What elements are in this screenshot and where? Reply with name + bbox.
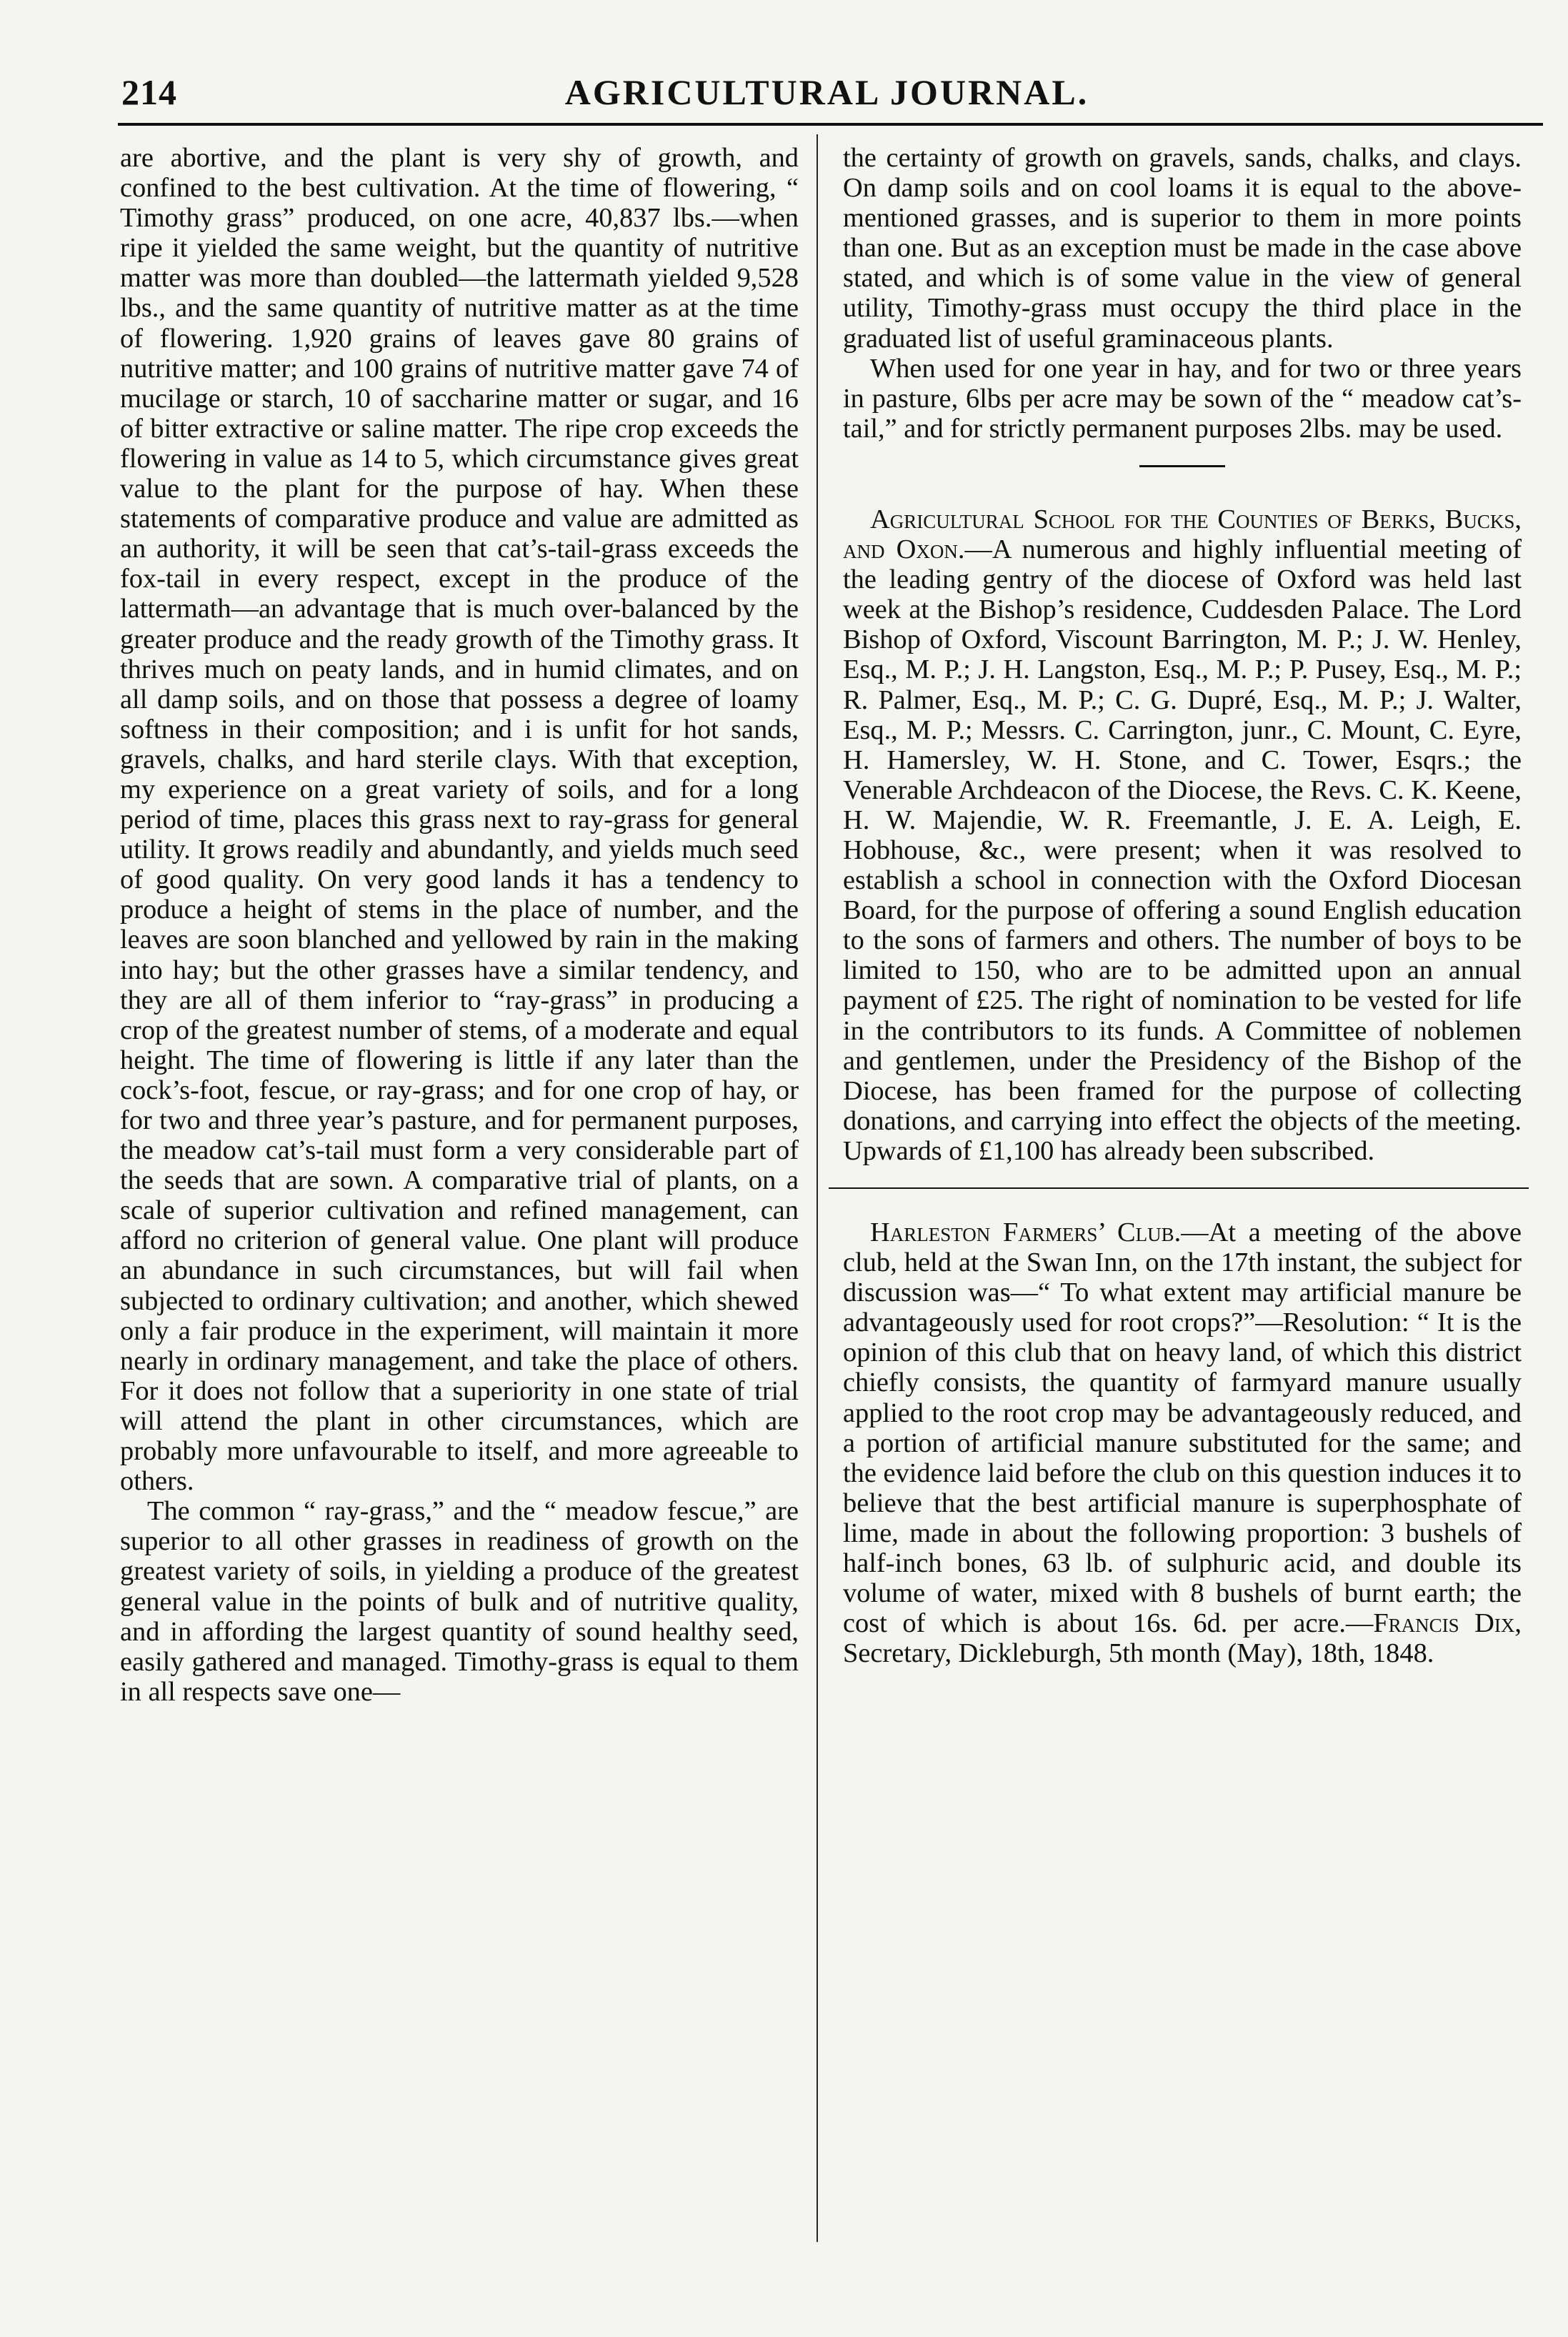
article-body-school: —A numerous and highly influential meeting of the leading gentry of the diocese of Oxford was held last week at the Bishop’s residence, Cuddesden Palace. The Lord Bishop of Oxford, Viscount Barrington, M. P.; J. W. Henley, Esq., M. P.; J. H. Langston, Esq., M. P.; P. Pusey, Esq., M. P.; R. Palmer, Esq., M. P.; C. G. Dupré, Esq., M. P.; J. Walter, Esq., M. P.; Messrs. C. Carrington, junr., C. Mount, C. Eyre, H. Hamersley, W. H. Stone, and C. Tower, Esqrs.; the Venerable Archdeacon of the Diocese, the Revs. C. K. Keene, H. W. Majendie, W. R. Freemantle, J. E. A. Leigh, E. Hobhouse, &c., were present; when it was resolved to establish a school in connection with the Oxford Diocesan Board, for the purpose of offering a sound English education to the sons of farmers and others. The number of boys to be limited to 150, who are to be admitted upon an annual payment of £25. The right of nomination to be vested for life in the contributors to its funds. A Committee of noblemen and gentlemen, under the Presidency of the Bishop of the Diocese, has been framed for the purpose of collecting donations, and carrying into effect the objects of the meeting. Upwards of £1,100 has already been subscribed. (843, 534, 1522, 1166)
article-body-club: —At a meeting of the above club, held at the Swan Inn, on the 17th instant, the subject for discussion was—“ To what extent may artificial manure be advantageously used for root crops?”—Resolution: “ It is the opinion of this club that on heavy land, of which this district chiefly consists, the quantity of farmyard manure usually applied to the root crop may be advantageously reduced, and a portion of artificial manure substituted for the same; and the evidence laid before the club on this question induces it to believe that the best artificial manure is superphosphate of lime, made in about the following proportion: 3 bushels of half-inch bones, 63 lb. of sulphuric acid, and double its volume of water, mixed with 8 bushels of burnt earth; the cost of which is about 16s. 6d. per acre.— (843, 1217, 1522, 1639)
left-paragraph-ray-grass: The common “ ray-grass,” and the “ meadow fescue,” are superior to all other grasses in readiness of growth on the greatest variety of soils, in yielding a produce of the greatest general value in the points of bulk and of nutritive quality, and in affording the largest quantity of sound healthy seed, easily gathered and managed. Timothy-grass is equal to them in all respects save one— (120, 1496, 799, 1707)
right-paragraph-sowing-rate: When used for one year in hay, and for two or three years in pasture, 6lbs per acre may be sown of the “ meadow cat’s-tail,” and for strictly permanent purposes 2lbs. may be used. (843, 353, 1522, 444)
right-column (843, 143, 1522, 1668)
left-column (120, 143, 799, 1707)
club-signature-name: Francis Dix (1373, 1608, 1515, 1639)
club-signature-rest: , Secretary, Dickleburgh, 5th month (May), 18th, 1848. (843, 1608, 1522, 1669)
left-paragraph-timothy-grass: are abortive, and the plant is very shy of growth, and confined to the best cultivation. At the time of flowering, “ Timothy grass” produced, on one acre, 40,837 lbs.—when ripe it yielded the same weight, but the quantity of nutritive matter was more than doubled—the lattermath yielded 9,528 lbs., and the same quantity of nutritive matter as at the time of flowering. 1,920 grains of leaves gave 80 grains of nutritive matter; and 100 grains of nutritive matter gave 74 of mucilage or starch, 10 of saccharine matter or sugar, and 16 of bitter extractive or saline matter. The ripe crop exceeds the flowering in value as 14 to 5, which circumstance gives great value to the plant for the purpose of hay. When these statements of comparative produce and value are admitted as an authority, it will be seen that cat’s-tail-grass exceeds the fox-tail in every respect, except in the produce of the lattermath—an advantage that is much over-balanced by the greater produce and the ready growth of the Timothy grass. It thrives much on peaty lands, and in humid climates, and on all damp soils, and on those that possess a degree of loamy softness in their composition; and i is unfit for hot sands, gravels, chalks, and hard sterile clays. With that exception, my experience on a great variety of soils, and for a long period of time, places this grass next to ray-grass for general utility. It grows readily and abundantly, and yields much seed of good quality. On very good lands it has a tendency to produce a height of stems in the place of number, and the leaves are soon blanched and yellowed by rain in the making into hay; but the other grasses have a similar tendency, and they are all of them inferior to “ray-grass” in producing a crop of the greatest number of stems, of a moderate and equal height. The time of flowering is little if any later than the cock’s-foot, fescue, or ray-grass; and for one crop of hay, or for two and three year’s pasture, and for permanent purposes, the meadow cat’s-tail must form a very considerable part of the seeds that are sown. A comparative trial of plants, on a scale of superior cultivation and refined management, can afford no criterion of general value. One plant will produce an abundance in such circumstances, but will fail when subjected to ordinary cultivation; and another, which shewed only a fair produce in the experiment, will maintain it more nearly in ordinary management, and take the place of others. For it does not follow that a superiority in one state of trial will attend the plant in other circumstances, which are probably more unfavourable to itself, and more agreeable to others. (120, 143, 799, 1497)
section-divider-long (829, 1187, 1529, 1189)
page-number: 214 (121, 72, 177, 112)
page-header (121, 71, 1532, 114)
article-agricultural-school (843, 504, 1522, 1166)
right-paragraph-certainty: the certainty of growth on gravels, sands, chalks, and clays. On damp soils and on cool loams it is equal to the above-mentioned grasses, and is superior to them in more points than one. But as an exception must be made in the case above stated, and which is of some value in the view of general utility, Timothy-grass must occupy the third place in the graduated list of useful graminaceous plants. (843, 143, 1522, 354)
section-divider (1139, 465, 1225, 467)
running-title: AGRICULTURAL JOURNAL. (564, 72, 1089, 112)
column-divider (817, 134, 818, 2242)
article-heading-club: Harleston Farmers’ Club. (870, 1217, 1182, 1247)
article-heading-school: Agricultural School for the Counties of Berks, Bucks, and Oxon. (843, 504, 1522, 565)
article-harleston-club (843, 1217, 1522, 1668)
header-rule (118, 123, 1543, 126)
